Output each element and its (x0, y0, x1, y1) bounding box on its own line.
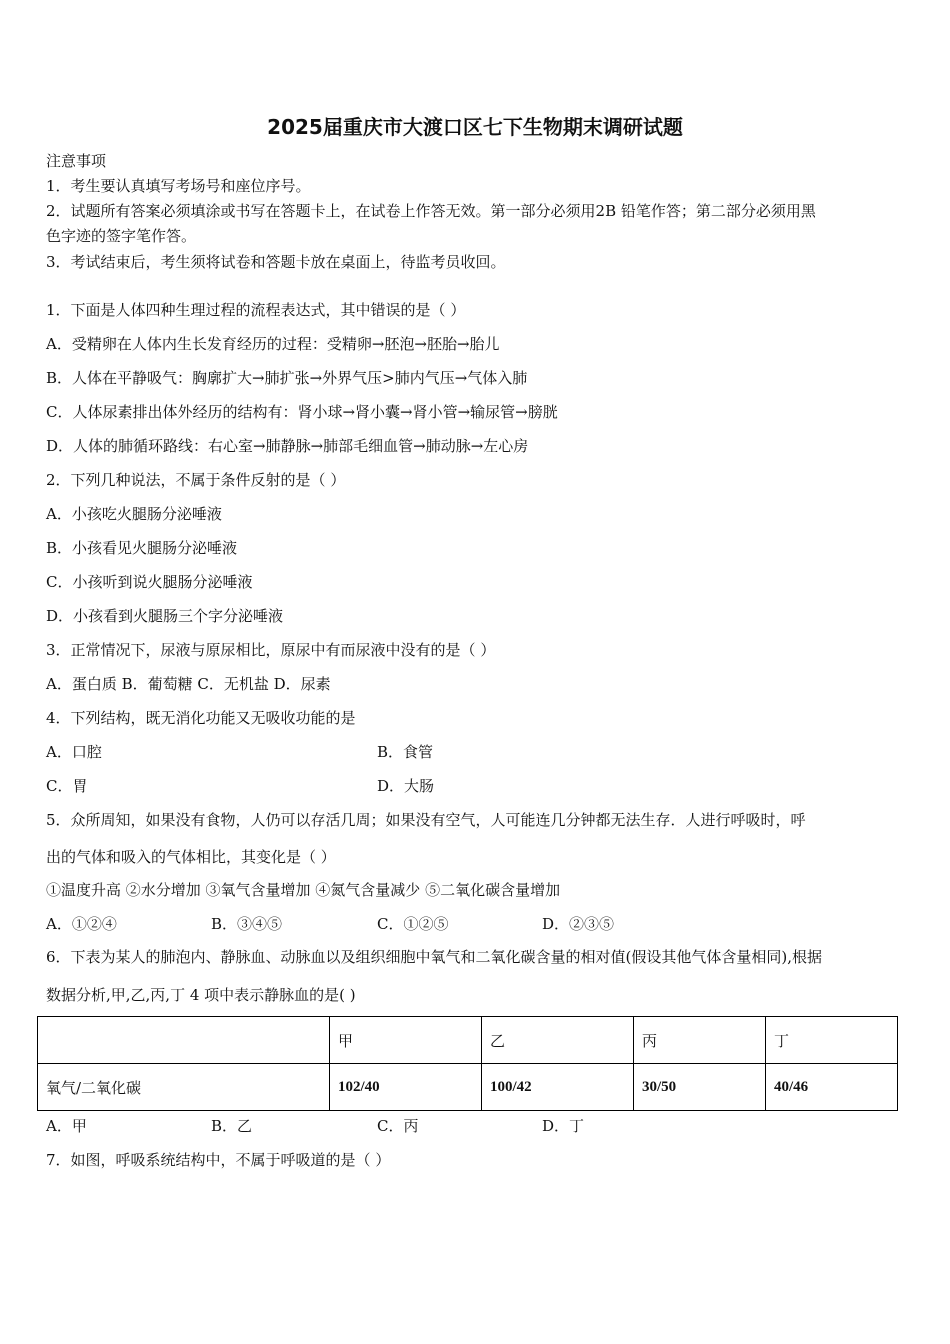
question-5-statements: ①温度升高 ②水分增加 ③氧气含量增加 ④氮气含量减少 ⑤二氧化碳含量增加 (46, 881, 561, 899)
question-6-option-d: D．丁 (542, 1117, 585, 1135)
question-4-option-d: D．大肠 (377, 777, 435, 795)
question-1-option-c: C．人体尿素排出体外经历的结构有：肾小球→肾小囊→肾小管→输尿管→膀胱 (46, 403, 558, 421)
question-3-options: A．蛋白质 B．葡萄糖 C．无机盐 D．尿素 (46, 675, 331, 693)
question-6-stem: 6．下表为某人的肺泡内、静脉血、动脉血以及组织细胞中氧气和二氧化碳含量的相对值(假设其他气体含量相同),根据 (46, 948, 823, 966)
question-3-stem: 3．正常情况下，尿液与原尿相比，原尿中有而尿液中没有的是（ ） (46, 641, 496, 659)
notice-item: 3．考试结束后，考生须将试卷和答题卡放在桌面上，待监考员收回。 (46, 253, 506, 271)
question-1-stem: 1．下面是人体四种生理过程的流程表达式，其中错误的是（ ） (46, 301, 466, 319)
question-4-option-b: B．食管 (377, 743, 434, 761)
question-1-option-a: A．受精卵在人体内生长发育经历的过程：受精卵→胚泡→胚胎→胎儿 (46, 335, 500, 353)
question-6-option-b: B．乙 (211, 1117, 253, 1135)
table-header-cell: 乙 (482, 1017, 634, 1064)
question-5-stem-cont: 出的气体和吸入的气体相比，其变化是（ ） (46, 848, 336, 866)
question-4-stem: 4．下列结构，既无消化功能又无吸收功能的是 (46, 709, 356, 727)
table-row-label: 氧气/二氧化碳 (38, 1064, 330, 1111)
question-6-stem-cont: 数据分析,甲,乙,丙,丁 4 项中表示静脉血的是( ) (46, 986, 356, 1004)
notice-item: 2．试题所有答案必须填涂或书写在答题卡上，在试卷上作答无效。第一部分必须用2B 铅笔作答；第二部分必须用黑 (46, 202, 816, 220)
question-7-stem: 7．如图，呼吸系统结构中，不属于呼吸道的是（ ） (46, 1151, 391, 1169)
question-6-option-a: A．甲 (46, 1117, 87, 1135)
question-1-option-d: D．人体的肺循环路线：右心室→肺静脉→肺部毛细血管→肺动脉→左心房 (46, 437, 529, 455)
question-5-stem: 5．众所周知，如果没有食物，人仍可以存活几周；如果没有空气，人可能连几分钟都无法生存．人进行呼吸时，呼 (46, 811, 806, 829)
question-5-option-c: C．①②⑤ (377, 915, 449, 933)
question-5-option-b: B．③④⑤ (211, 915, 283, 933)
question-6-option-c: C．丙 (377, 1117, 419, 1135)
question-2-stem: 2．下列几种说法，不属于条件反射的是（ ） (46, 471, 346, 489)
table-header-cell: 丙 (634, 1017, 766, 1064)
table-cell: 100/42 (482, 1064, 634, 1111)
table-header-cell: 甲 (330, 1017, 482, 1064)
question-4-option-c: C．胃 (46, 777, 88, 795)
question-2-option-d: D．小孩看到火腿肠三个字分泌唾液 (46, 607, 284, 625)
question-2-option-a: A．小孩吃火腿肠分泌唾液 (46, 505, 222, 523)
table-header-row (38, 1017, 898, 1064)
question-1-option-b: B．人体在平静吸气：胸廓扩大→肺扩张→外界气压>肺内气压→气体入肺 (46, 369, 528, 387)
table-cell: 40/46 (766, 1064, 898, 1111)
table-cell: 30/50 (634, 1064, 766, 1111)
question-2-option-b: B．小孩看见火腿肠分泌唾液 (46, 539, 238, 557)
question-2-option-c: C．小孩听到说火腿肠分泌唾液 (46, 573, 253, 591)
page-title: 2025届重庆市大渡口区七下生物期末调研试题 (267, 115, 683, 139)
question-5-option-a: A．①②④ (46, 915, 117, 933)
gas-content-table (37, 1016, 898, 1111)
question-4-option-a: A．口腔 (46, 743, 102, 761)
question-5-option-d: D．②③⑤ (542, 915, 615, 933)
notice-heading: 注意事项 (46, 152, 107, 170)
table-header-cell (38, 1017, 330, 1064)
table-row (38, 1064, 898, 1111)
table-cell: 102/40 (330, 1064, 482, 1111)
notice-item: 色字迹的签字笔作答。 (46, 227, 197, 245)
table-header-cell: 丁 (766, 1017, 898, 1064)
notice-item: 1．考生要认真填写考场号和座位序号。 (46, 177, 311, 195)
